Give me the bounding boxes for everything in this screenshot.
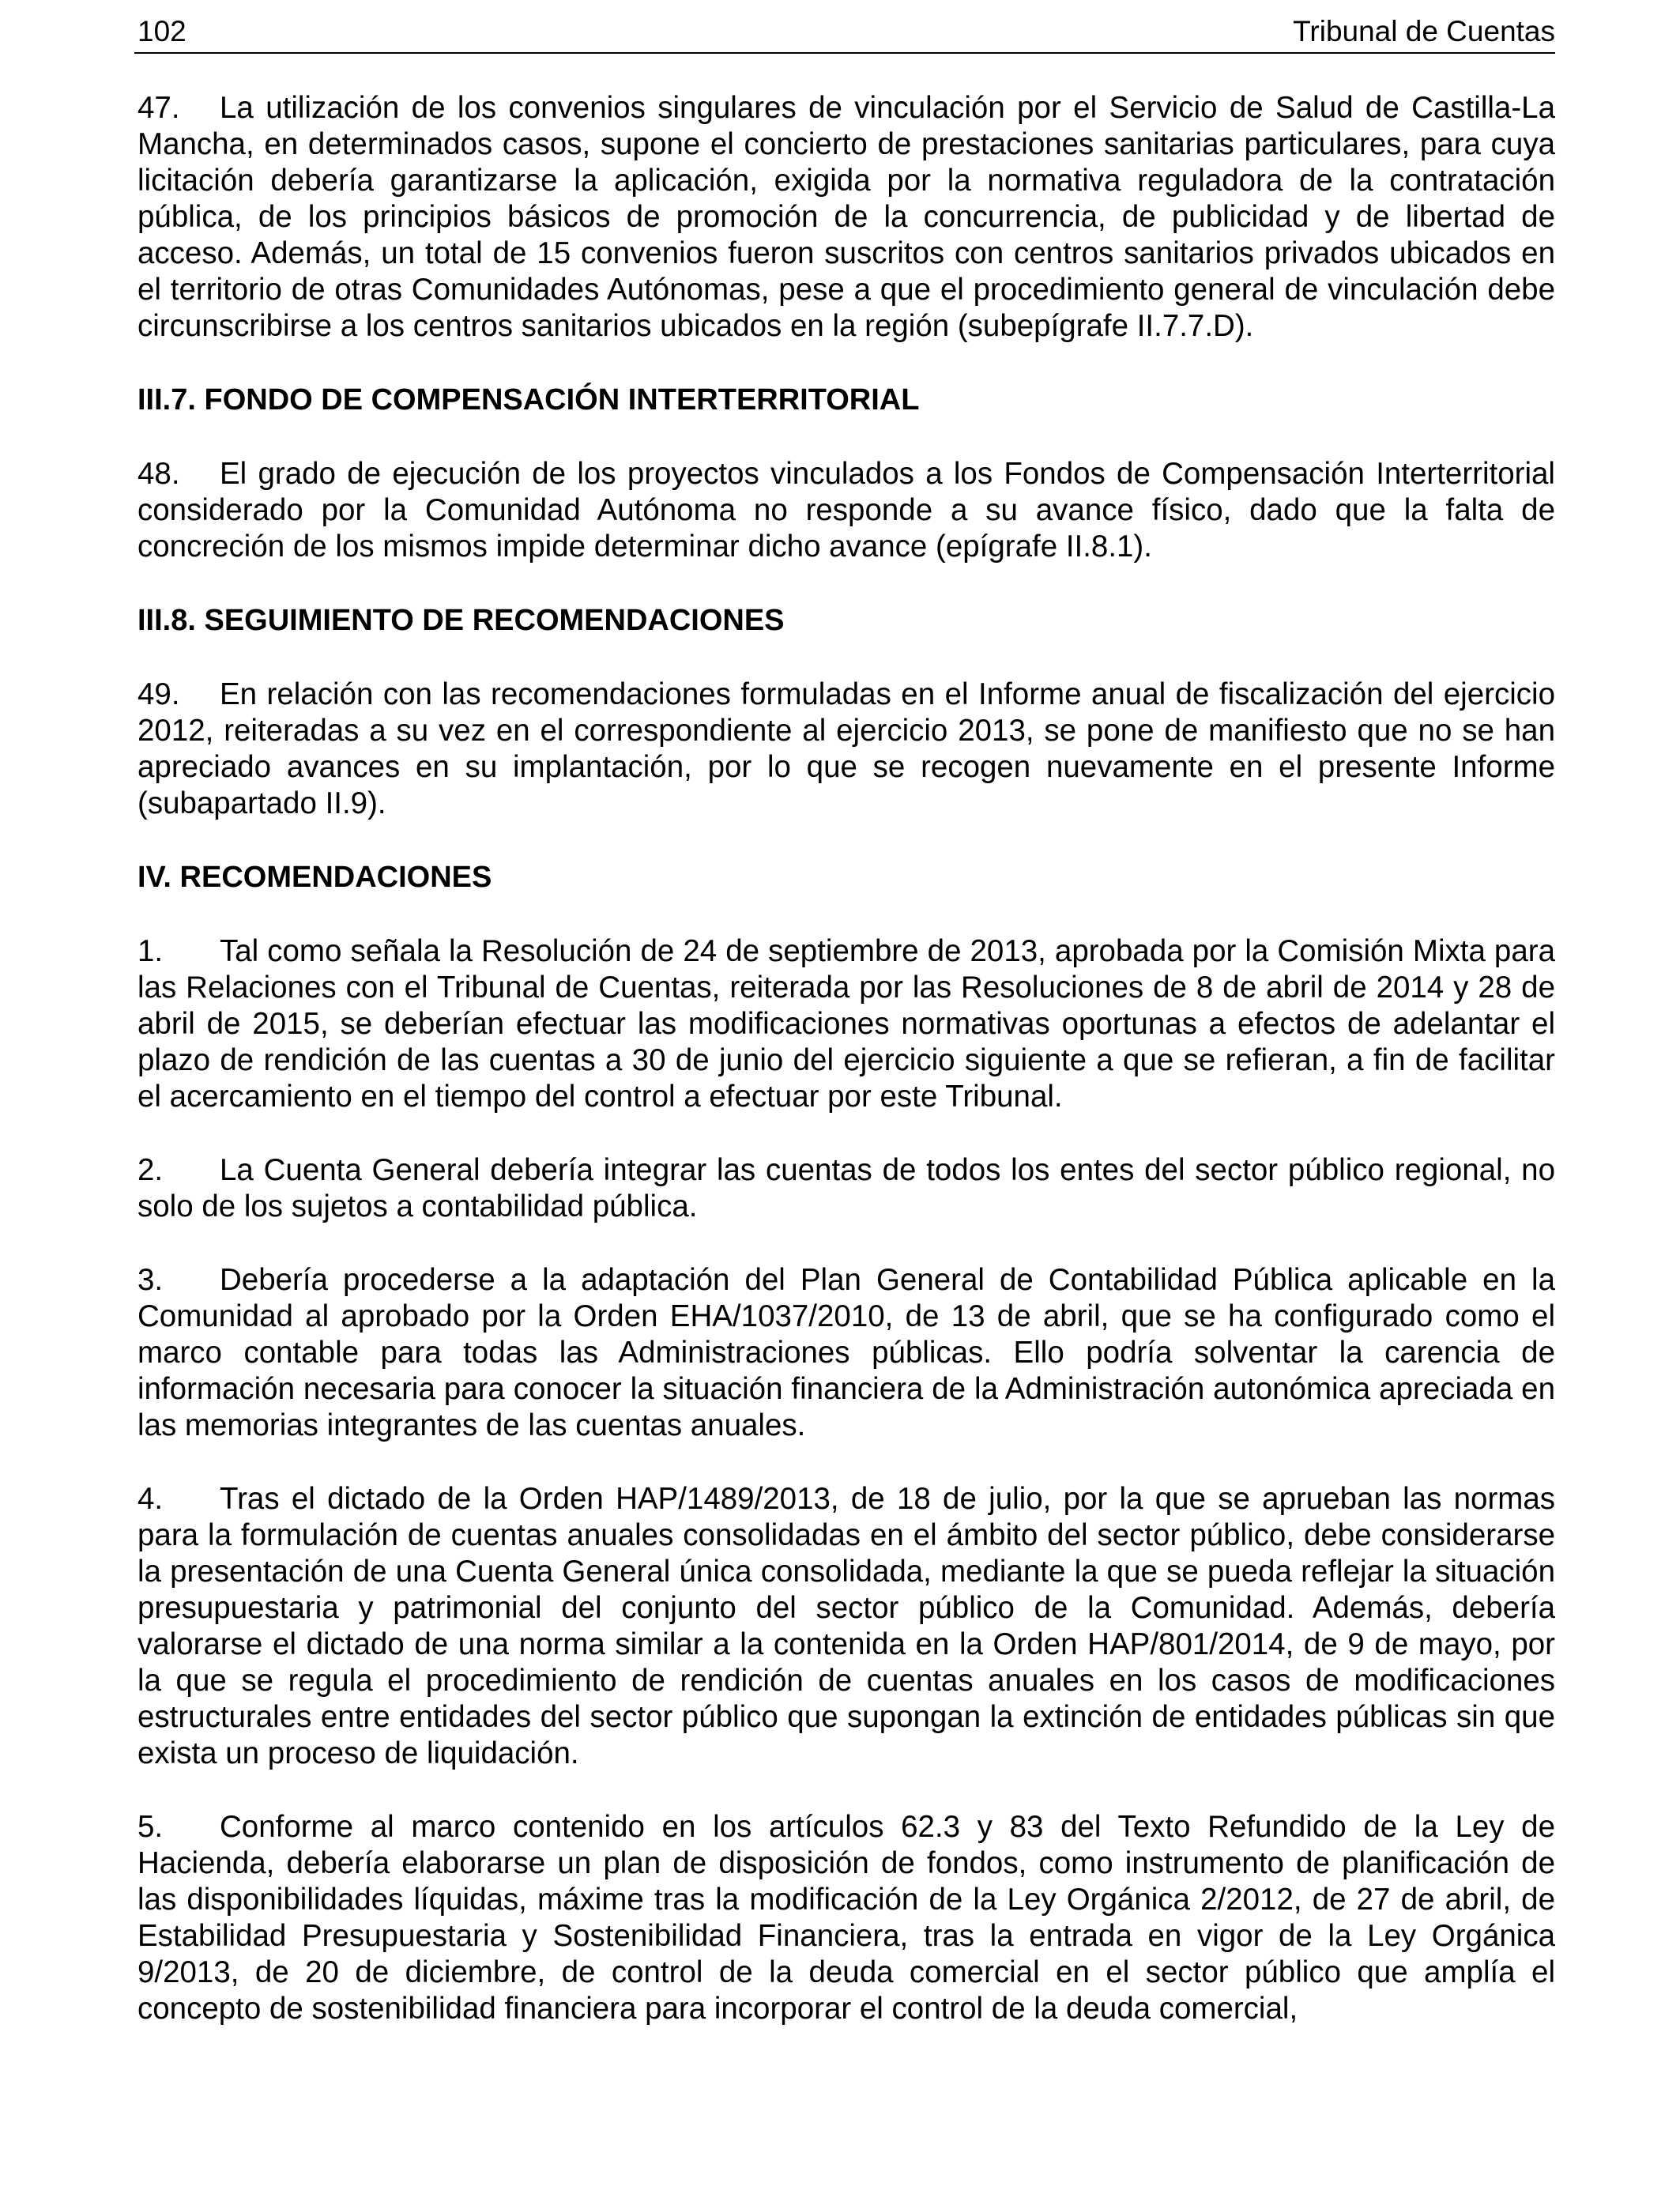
page-header: [134, 11, 1555, 54]
section-heading-iii7: III.7. FONDO DE COMPENSACIÓN INTERTERRITORIAL: [137, 383, 920, 417]
paragraph-text: Conforme al marco contenido en los artículos 62.3 y 83 del Texto Refundido de la Ley de Hacienda, debería elaborarse un plan de disposición de fondos, como instrumento de planificación de las disponibilidades líquidas, máxime tras la modificación de la Ley Orgánica 2/2012, de 27 de abril, de Estabilidad Presupuestaria y Sostenibilidad Financiera, tras la entrada en vigor de la Ley Orgánica 9/2013, de 20 de diciembre, de control de la deuda comercial en el sector público que amplía el concepto de sostenibilidad financiera para incorporar el control de la deuda comercial,: [137, 1810, 1555, 2026]
paragraph-text: Tal como señala la Resolución de 24 de septiembre de 2013, aprobada por la Comisión Mixta para las Relaciones con el Tribunal de Cuentas, reiterada por las Resoluciones de 8 de abril de 2014 y 28 de abril de 2015, se deberían efectuar las modificaciones normativas oportunas a efectos de adelantar el plazo de rendición de las cuentas a 30 de junio del ejercicio siguiente a que se refieran, a fin de facilitar el acercamiento en el tiempo del control a efectuar por este Tribunal.: [137, 934, 1555, 1114]
paragraph-text: La utilización de los convenios singulares de vinculación por el Servicio de Salud de Castilla-La Mancha, en determinados casos, supone el concierto de prestaciones sanitarias particulares, para cuya licitación debería garantizarse la aplicación, exigida por la normativa reguladora de la contratación pública, de los principios básicos de promoción de la concurrencia, de publicidad y de libertad de acceso. Además, un total de 15 convenios fueron suscritos con centros sanitarios privados ubicados en el territorio de otras Comunidades Autónomas, pese a que el procedimiento general de vinculación debe circunscribirse a los centros sanitarios ubicados en la región (subepígrafe II.7.7.D).: [137, 91, 1555, 343]
section-heading-iii8: III.8. SEGUIMIENTO DE RECOMENDACIONES: [137, 604, 785, 637]
paragraph-number: 48.: [137, 457, 180, 491]
paragraph-number: 49.: [137, 677, 180, 711]
paragraph-number: 5.: [137, 1810, 164, 1844]
paragraph-49: [137, 677, 1555, 822]
paragraph-number: 3.: [137, 1263, 164, 1297]
page-content: [137, 90, 1555, 2064]
recommendation-1: [137, 933, 1555, 1115]
section-heading-iv: IV. RECOMENDACIONES: [137, 861, 492, 894]
paragraph-text: La Cuenta General debería integrar las cuentas de todos los entes del sector público regional, no solo de los sujetos a contabilidad pública.: [137, 1153, 1555, 1223]
paragraph-number: 47.: [137, 91, 180, 125]
paragraph-number: 4.: [137, 1482, 164, 1516]
paragraph-48: [137, 456, 1555, 565]
page-number: 102: [137, 15, 186, 47]
recommendation-3: [137, 1262, 1555, 1444]
header-title: Tribunal de Cuentas: [1293, 15, 1555, 47]
recommendation-2: [137, 1152, 1555, 1225]
paragraph-47: [137, 90, 1555, 345]
paragraph-number: 2.: [137, 1153, 164, 1187]
paragraph-text: Tras el dictado de la Orden HAP/1489/2013, de 18 de julio, por la que se aprueban las normas para la formulación de cuentas anuales consolidadas en el ámbito del sector público, debe considerarse la presentación de una Cuenta General única consolidada, mediante la que se pueda reflejar la situación presupuestaria y patrimonial del conjunto del sector público de la Comunidad. Además, debería valorarse el dictado de una norma similar a la contenida en la Orden HAP/801/2014, de 9 de mayo, por la que se regula el procedimiento de rendición de cuentas anuales en los casos de modificaciones estructurales entre entidades del sector público que supongan la extinción de entidades públicas sin que exista un proceso de liquidación.: [137, 1482, 1555, 1770]
paragraph-text: Debería procederse a la adaptación del Plan General de Contabilidad Pública aplicable en la Comunidad al aprobado por la Orden EHA/1037/2010, de 13 de abril, que se ha configurado como el marco contable para todas las Administraciones públicas. Ello podría solventar la carencia de información necesaria para conocer la situación financiera de la Administración autonómica apreciada en las memorias integrantes de las cuentas anuales.: [137, 1263, 1555, 1442]
paragraph-text: El grado de ejecución de los proyectos vinculados a los Fondos de Compensación Interterritorial considerado por la Comunidad Autónoma no responde a su avance físico, dado que la falta de concreción de los mismos impide determinar dicho avance (epígrafe II.8.1).: [137, 457, 1555, 564]
recommendation-5: [137, 1809, 1555, 2027]
paragraph-number: 1.: [137, 934, 164, 968]
recommendation-4: [137, 1481, 1555, 1772]
paragraph-text: En relación con las recomendaciones formuladas en el Informe anual de fiscalización del ejercicio 2012, reiteradas a su vez en el correspondiente al ejercicio 2013, se pone de manifiesto que no se han apreciado avances en su implantación, por lo que se recogen nuevamente en el presente Informe (subapartado II.9).: [137, 677, 1555, 820]
